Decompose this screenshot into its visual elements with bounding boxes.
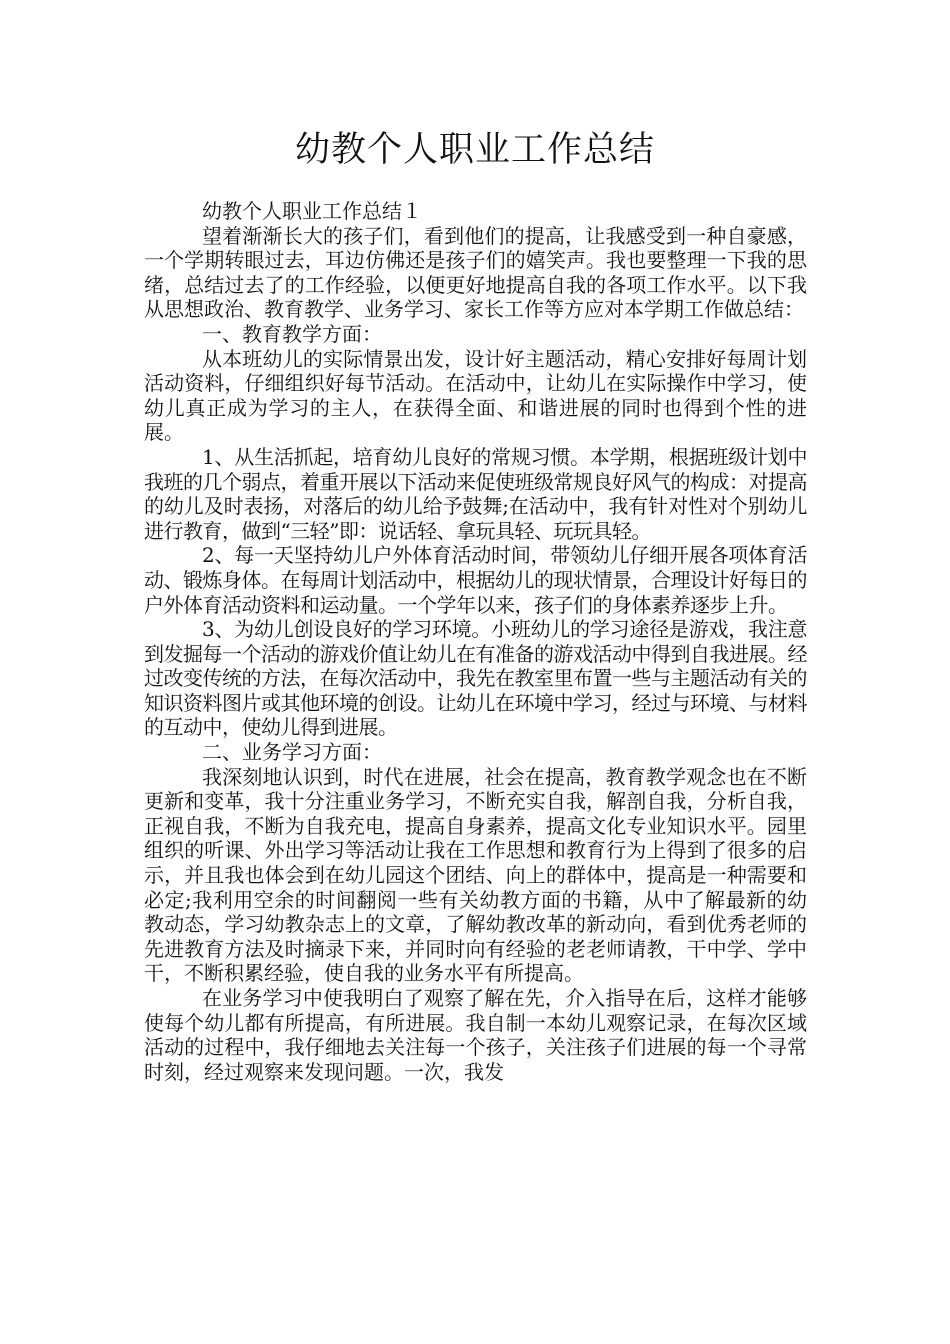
- paragraph-intro: 望着渐渐长大的孩子们，看到他们的提高，让我感受到一种自豪感，一个学期转眼过去，耳边仿佛还是孩子们的嬉笑声。我也要整理一下我的思绪，总结过去了的工作经验，以便更好地提高自我的各项工作水平。以下我从思想政治、教育教学、业务学习、家长工作等方应对本学期工作做总结：: [144, 223, 807, 322]
- document-title: 幼教个人职业工作总结: [294, 130, 655, 170]
- paragraph-study-observation: 在业务学习中使我明白了观察了解在先，介入指导在后，这样才能够使每个幼儿都有所提高，有所进展。我自制一本幼儿观察记录，在每次区域活动的过程中，我仔细地去关注每一个孩子，关注孩子们进展的每一个寻常时刻，经过观察来发现问题。一次，我发: [144, 986, 807, 1084]
- section-heading-study: 二、业务学习方面：: [202, 740, 382, 765]
- paragraph-teaching-2: 2、每一天坚持幼儿户外体育活动时间，带领幼儿仔细开展各项体育活动、锻炼身体。在每周计划活动中，根据幼儿的现状情景，合理设计好每日的户外体育活动资料和运动量。一个学年以来，孩子们的身体素养逐步上升。: [144, 543, 807, 617]
- paragraph-teaching: 从本班幼儿的实际情景出发，设计好主题活动，精心安排好每周计划活动资料，仔细组织好每节活动。在活动中，让幼儿在实际操作中学习，使幼儿真正成为学习的主人，在获得全面、和谐进展的同时也得到个性的进展。: [144, 346, 807, 445]
- section-heading-teaching: 一、教育教学方面：: [202, 321, 382, 346]
- document-body: [144, 199, 807, 1084]
- section-heading-1: 幼教个人职业工作总结１: [202, 199, 422, 223]
- paragraph-study: 我深刻地认识到，时代在进展，社会在提高，教育教学观念也在不断更新和变革，我十分注重业务学习，不断充实自我，解剖自我，分析自我，正视自我，不断为自我充电，提高自身素养，提高文化专业知识水平。园里组织的听课、外出学习等活动让我在工作思想和教育行为上得到了很多的启示，并且我也体会到在幼儿园这个团结、向上的群体中，提高是一种需要和必定;我利用空余的时间翻阅一些有关幼教方面的书籍，从中了解最新的幼教动态，学习幼教杂志上的文章，了解幼教改革的新动向，看到优秀老师的先进教育方法及时摘录下来，并同时向有经验的老老师请教，干中学、学中干，不断积累经验，使自我的业务水平有所提高。: [144, 764, 807, 986]
- paragraph-teaching-1: 1、从生活抓起，培育幼儿良好的常规习惯。本学期，根据班级计划中我班的几个弱点，着重开展以下活动来促使班级常规良好风气的构成：对提高的幼儿及时表扬，对落后的幼儿给予鼓舞;在活动中，我有针对性对个别幼儿进行教育，做到“三轻”即：说话轻、拿玩具轻、玩玩具轻。: [144, 444, 807, 543]
- paragraph-teaching-3: 3、为幼儿创设良好的学习环境。小班幼儿的学习途径是游戏，我注意到发掘每一个活动的游戏价值让幼儿在有准备的游戏活动中得到自我进展。经过改变传统的方法，在每次活动中，我先在教室里布置一些与主题活动有关的知识资料图片或其他环境的创设。让幼儿在环境中学习，经过与环境、与材料的互动中，使幼儿得到进展。: [144, 617, 807, 740]
